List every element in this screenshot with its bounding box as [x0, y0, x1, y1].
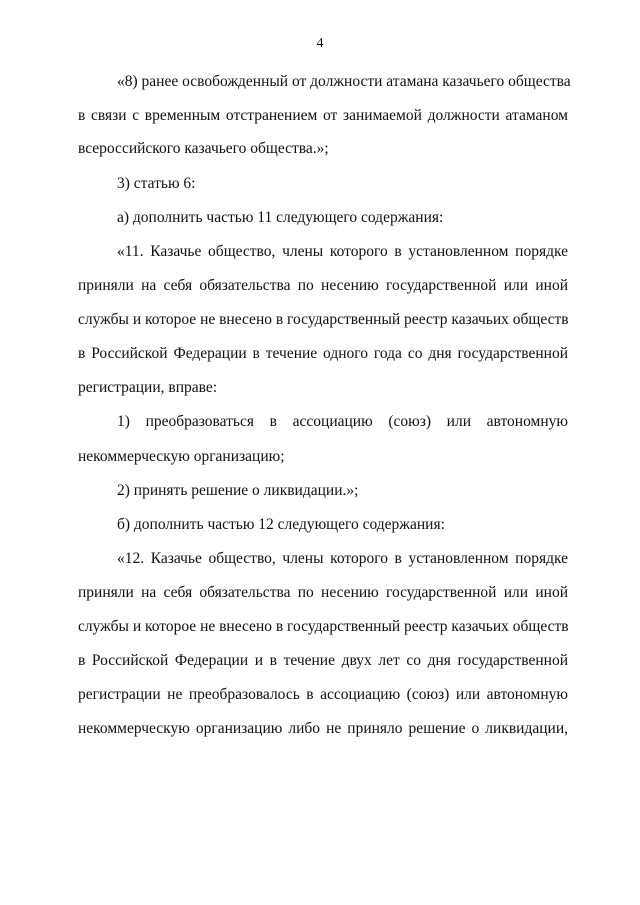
text-line: некоммерческую организацию либо не приняло решение о ликвидации, — [78, 720, 568, 737]
text-line: б) дополнить частью 12 следующего содержания: — [117, 516, 445, 533]
text-line: некоммерческую организацию; — [78, 448, 285, 465]
text-line: в Российской Федерации в течение одного года со дня государственной — [78, 345, 568, 362]
text-line: регистрации, вправе: — [78, 379, 218, 396]
text-line: всероссийского казачьего общества.»; — [78, 140, 329, 157]
text-line: 1) преобразоваться в ассоциацию (союз) или автономную — [117, 413, 568, 430]
text-line: 2) принять решение о ликвидации.»; — [117, 482, 359, 499]
text-line: «8) ранее освобожденный от должности атамана казачьего общества — [117, 73, 571, 90]
text-line: «11. Казачье общество, члены которого в установленном порядке — [117, 243, 568, 260]
text-line: «12. Казачье общество, члены которого в установленном порядке — [117, 550, 568, 567]
text-line: 3) статью 6: — [117, 175, 196, 192]
text-line: в связи с временным отстранением от занимаемой должности атаманом — [78, 107, 568, 124]
page-number: 4 — [316, 36, 324, 51]
text-line: приняли на себя обязательства по несению государственной или иной — [78, 277, 568, 294]
text-line: в Российской Федерации и в течение двух лет со дня государственной — [78, 652, 568, 669]
text-line: приняли на себя обязательства по несению государственной или иной — [78, 584, 568, 601]
text-line: регистрации не преобразовалось в ассоциацию (союз) или автономную — [78, 686, 568, 703]
text-line: службы и которое не внесено в государственный реестр казачьих обществ — [78, 311, 569, 328]
text-line: службы и которое не внесено в государственный реестр казачьих обществ — [78, 618, 569, 635]
text-line: а) дополнить частью 11 следующего содержания: — [117, 209, 444, 226]
